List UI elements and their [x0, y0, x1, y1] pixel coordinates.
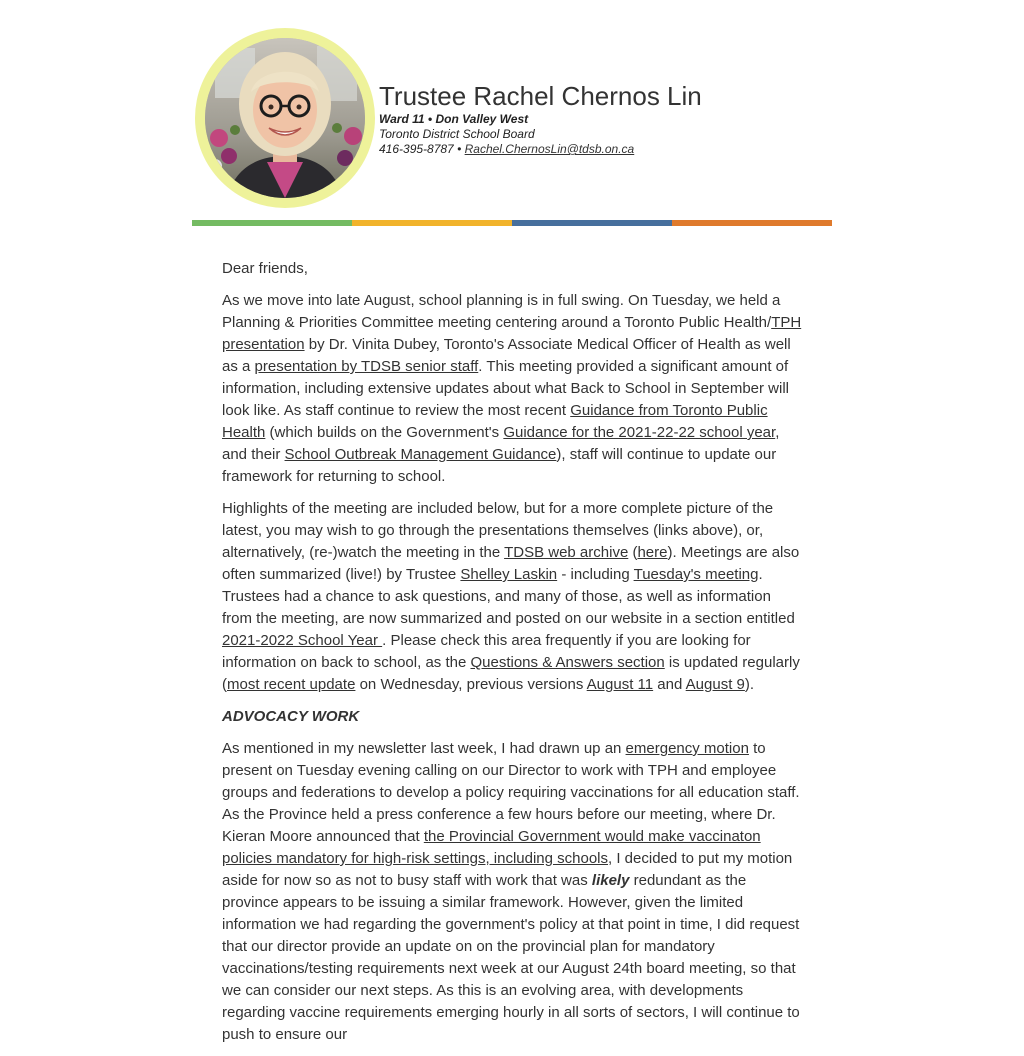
text: ), staff will continue to update our framework for returning to school. — [222, 446, 777, 485]
trustee-photo — [205, 38, 365, 198]
text: and — [653, 676, 686, 693]
page-title: Trustee Rachel Chernos Lin — [379, 81, 702, 111]
section-heading: ADVOCACY WORK — [222, 708, 360, 725]
tph-guidance-link[interactable]: Guidance from Toronto Public Health — [222, 402, 768, 441]
tph-presentation-link[interactable]: TPH presentation — [222, 314, 802, 353]
outbreak-guidance-link[interactable]: School Outbreak Management Guidance — [284, 446, 557, 463]
text: to present on Tuesday evening calling on our Director to work with TPH and employee groups and federations to develop a policy requiring vaccinations for all education staff. As the Province held a press conference a few hours before our meeting, where Dr. Kieran Moore announced that — [222, 740, 800, 845]
text: ). Meetings are also often summarized (live!) by Trustee — [222, 544, 800, 583]
divider-blue — [512, 220, 672, 226]
paragraph-advocacy — [222, 738, 802, 1046]
here-link[interactable]: here — [637, 544, 668, 561]
phone-text: 416-395-8787 • — [379, 142, 465, 156]
web-archive-link[interactable]: TDSB web archive — [504, 544, 629, 561]
text: . Trustees had a chance to ask questions, and many of those, as well as information from the meeting, are now summarized and posted on our website in a section entitled — [222, 566, 795, 627]
text: As mentioned in my newsletter last week, I had drawn up an — [222, 740, 626, 757]
provincial-policy-link[interactable]: the Provincial Government would make vaccinaton policies mandatory for high-risk settings, including schools — [222, 828, 761, 867]
email-link[interactable]: Rachel.ChernosLin@tdsb.on.ca — [464, 142, 635, 156]
text: on Wednesday, previous versions — [355, 676, 587, 693]
paragraph-intro — [222, 290, 802, 488]
most-recent-update-link[interactable]: most recent update — [227, 676, 356, 693]
contact-line — [379, 142, 702, 157]
color-divider — [192, 220, 832, 226]
letter-body — [222, 258, 802, 1056]
text: by Dr. Vinita Dubey, Toronto's Associate Medical Officer of Health as well as a — [222, 336, 791, 375]
text: , and their — [222, 424, 780, 463]
text: ). — [744, 676, 755, 693]
text: ( — [628, 544, 638, 561]
text: - including — [557, 566, 634, 583]
august-9-link[interactable]: August 9 — [685, 676, 745, 693]
text: , I decided to put my motion aside for now so as not to busy staff with work that was — [222, 850, 793, 889]
text: is updated regularly ( — [222, 654, 800, 693]
emphasis-text: likely — [591, 872, 630, 889]
board-line: Toronto District School Board — [379, 127, 535, 141]
emergency-motion-link[interactable]: emergency motion — [625, 740, 749, 757]
text: . This meeting provided a significant amount of information, including extensive updates about what Back to School in September will look like. As staff continue to review the most recent — [222, 358, 789, 419]
shelley-laskin-link[interactable]: Shelley Laskin — [460, 566, 558, 583]
school-year-link[interactable]: 2021-2022 School Year — [222, 632, 383, 649]
tuesdays-meeting-link[interactable]: Tuesday's meeting — [633, 566, 759, 583]
avatar — [195, 28, 375, 208]
portrait-image — [205, 38, 365, 198]
text: . Please check this area frequently if you are looking for information on back to school, as the — [222, 632, 751, 671]
text: Highlights of the meeting are included below, but for a more complete picture of the latest, you may wish to go through the presentations themselves (links above), or, alternatively, (re-)watch the meeting in the — [222, 500, 774, 561]
divider-orange — [672, 220, 832, 226]
divider-green — [192, 220, 352, 226]
ward-line: Ward 11 • Don Valley West — [379, 112, 529, 126]
text: (which builds on the Government's — [265, 424, 504, 441]
government-guidance-link[interactable]: Guidance for the 2021-22-22 school year — [503, 424, 776, 441]
newsletter — [192, 0, 832, 1043]
newsletter-header — [192, 0, 832, 220]
greeting: Dear friends, — [222, 260, 308, 277]
title-block — [379, 80, 702, 157]
august-11-link[interactable]: August 11 — [586, 676, 654, 693]
paragraph-highlights — [222, 498, 802, 696]
divider-yellow — [352, 220, 512, 226]
text: As we move into late August, school planning is in full swing. On Tuesday, we held a Planning & Priorities Committee meeting centering around a Toronto Public Health/ — [222, 292, 781, 331]
tdsb-staff-presentation-link[interactable]: presentation by TDSB senior staff — [254, 358, 479, 375]
qa-section-link[interactable]: Questions & Answers section — [470, 654, 665, 671]
text: redundant as the province appears to be issuing a similar framework. However, given the limited information we had regarding the government's policy at that point in time, I did request that our director provide an update on on the provincial plan for mandatory vaccinations/testing requirements next week at our August 24th board meeting, so that we can consider our next steps. As this is an evolving area, with developments regarding vaccine requirements emerging hourly in all sorts of sectors, I will continue to push to ensure our — [222, 872, 800, 1043]
